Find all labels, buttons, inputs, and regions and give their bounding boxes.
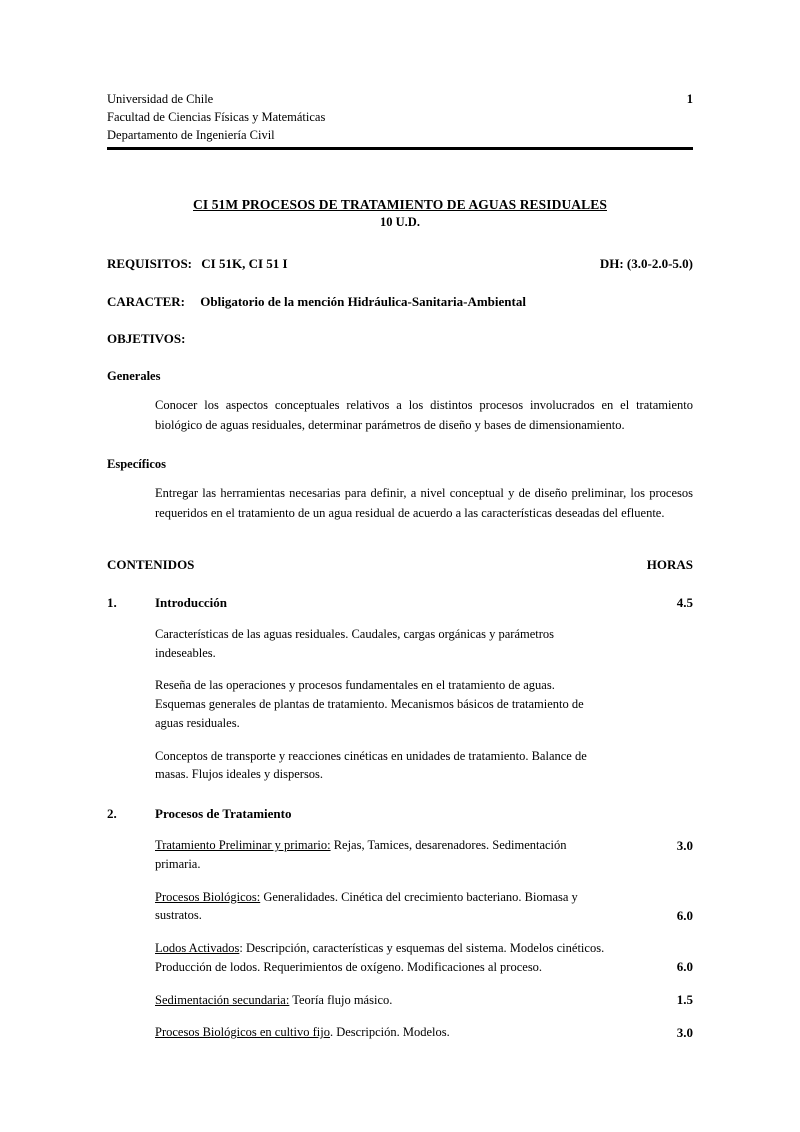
topic-item [155, 888, 693, 926]
contenidos-heading: CONTENIDOS [107, 556, 195, 572]
topic-item [155, 1023, 693, 1042]
topic-item-text [155, 939, 607, 977]
header-faculty: Facultad de Ciencias Físicas y Matemáticas [107, 110, 326, 125]
topic-item-text [155, 991, 607, 1010]
topic-paragraph-text: Reseña de las operaciones y procesos fundamentales en el tratamiento de aguas. Esquemas generales de plantas de tratamiento. Mecanismos básicos de tratamiento de aguas residuales. [155, 678, 584, 730]
especificos-heading: Específicos [107, 457, 167, 472]
topic-item [155, 836, 693, 874]
topic-item-underlined: Tratamiento Preliminar y primario: [155, 838, 331, 853]
course-units: 10 U.D. [380, 215, 420, 230]
topic-number: 1. [107, 594, 117, 610]
generales-text: Conocer los aspectos conceptuales relativos a los distintos procesos involucrados en el tratamiento biológico de aguas residuales, determinar parámetros de diseño y bases de dimensionamiento. [155, 398, 693, 432]
topic-number: 2. [107, 806, 117, 822]
topic-name: Procesos de Tratamiento [155, 806, 292, 822]
page-number: 1 [686, 92, 693, 106]
topic-name: Introducción [155, 594, 227, 610]
topic-paragraph [155, 747, 693, 785]
topic-item-text [155, 888, 607, 926]
header-department: Departamento de Ingeniería Civil [107, 128, 275, 143]
topic-item-underlined: Lodos Activados [155, 941, 240, 956]
topic-item-rest: Generalidades. Cinética del crecimiento bacteriano. Biomasa y sustratos. [155, 889, 578, 923]
topic-paragraph-text: Características de las aguas residuales. Caudales, cargas orgánicas y parámetros indeseables. [155, 626, 555, 660]
topic-item-hours: 6.0 [676, 907, 693, 923]
topic-item-hours: 6.0 [676, 959, 693, 975]
topic-hours: 4.5 [676, 594, 693, 610]
topic-item-rest: . Descripción. Modelos. [329, 1025, 450, 1040]
document-content [107, 90, 693, 1042]
topic-item-text [155, 1023, 607, 1042]
topic-item-hours: 1.5 [676, 991, 693, 1007]
topic-paragraph [155, 625, 693, 663]
caracter-row [107, 294, 693, 310]
header-divider [107, 147, 693, 150]
topic-paragraph [155, 676, 693, 732]
topic-item-underlined: Procesos Biológicos: [155, 889, 261, 904]
document-header [107, 90, 693, 150]
caracter-value: Obligatorio de la mención Hidráulica-Sanitaria-Ambiental [200, 294, 526, 310]
caracter-label: CARACTER: [107, 294, 185, 310]
topic-item [155, 939, 693, 977]
topic-row [107, 806, 693, 822]
requisitos-value: CI 51K, CI 51 I [201, 256, 288, 272]
topic-row [107, 595, 693, 611]
course-title: CI 51M PROCESOS DE TRATAMIENTO DE AGUAS RESIDUALES [193, 197, 607, 213]
objetivos-heading: OBJETIVOS: [107, 331, 186, 347]
topic-paragraph-text: Conceptos de transporte y reacciones cinéticas en unidades de tratamiento. Balance de masas. Flujos ideales y dispersos. [155, 748, 587, 782]
topic-item-underlined: Sedimentación secundaria: [155, 992, 290, 1007]
title-block [107, 197, 693, 230]
topic-item-underlined: Procesos Biológicos en cultivo fijo [155, 1025, 330, 1040]
topic-item-rest: Teoría flujo másico. [289, 992, 393, 1007]
topic-item-rest: : Descripción, características y esquemas del sistema. Modelos cinéticos. Producción de lodos. Requerimientos de oxígeno. Modificaciones al proceso. [155, 941, 605, 974]
dh-value: DH: (3.0-2.0-5.0) [599, 256, 693, 272]
topic-item-hours: 3.0 [676, 838, 693, 854]
requisitos-row [107, 256, 693, 272]
generales-heading: Generales [107, 369, 161, 384]
topic-item-hours: 3.0 [676, 1024, 693, 1040]
topic-item [155, 991, 693, 1010]
horas-heading: HORAS [646, 556, 693, 572]
especificos-text: Entregar las herramientas necesarias para definir, a nivel conceptual y de diseño preliminar, los procesos requeridos en el tratamiento de un agua residual de acuerdo a las características deseadas del efluente. [155, 486, 693, 520]
requisitos-label: REQUISITOS: [107, 256, 193, 272]
contenidos-heading-row [107, 557, 693, 573]
topic-item-text [155, 836, 607, 874]
topic-item-rest: Rejas, Tamices, desarenadores. Sedimentación primaria. [155, 838, 567, 871]
header-university: Universidad de Chile [107, 92, 214, 106]
